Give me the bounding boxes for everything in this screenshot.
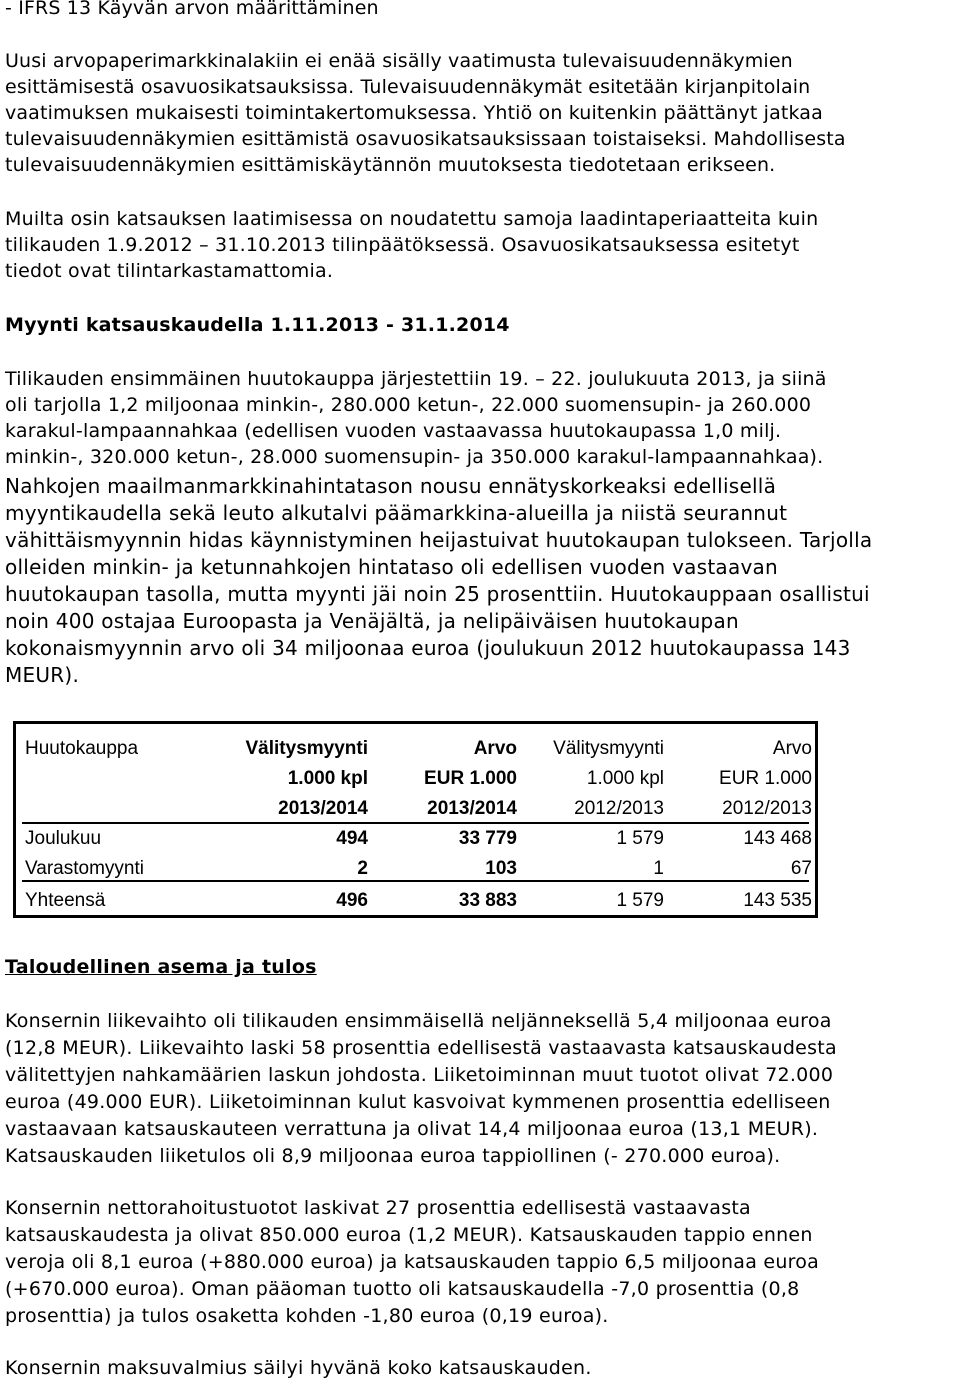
table-header-cell: Huutokauppa (25, 738, 139, 759)
table-total-cell: 143 535 (743, 890, 812, 911)
table-cell: 33 779 (458, 828, 517, 849)
table-divider (22, 880, 809, 882)
table-header-cell: Välitysmyynti (553, 738, 664, 759)
paragraph-line: tilikauden 1.9.2012 – 31.10.2013 tilinpäätöksessä. Osavuosikatsauksessa esitetyt (5, 234, 800, 256)
table-total-label: Yhteensä (25, 890, 106, 911)
paragraph-line: vähittäismyynnin hidas käynnistyminen heijastuivat huutokaupan tulokseen. Tarjolla (5, 528, 873, 552)
table-header-cell: 2012/2013 (722, 798, 812, 819)
table-header-cell: Välitysmyynti (245, 738, 368, 759)
paragraph-line: tiedot ovat tilintarkastamattomia. (5, 260, 334, 282)
table-header-cell: 2012/2013 (574, 798, 664, 819)
paragraph-line: vastaavaan katsauskauteen verrattuna ja olivat 14,4 miljoonaa euroa (13,1 MEUR). (5, 1118, 819, 1140)
table-cell: Varastomyynti (25, 858, 144, 879)
table-header-cell: 1.000 kpl (287, 768, 368, 789)
paragraph-line: vaatimuksen mukaisesti toimintakertomuksessa. Yhtiö on kuitenkin päättänyt jatkaa (5, 102, 823, 124)
paragraph-line: olleiden minkin- ja ketunnahkojen hintataso oli edellisen vuoden vastaavan (5, 555, 778, 579)
section-heading-financial-position: Taloudellinen asema ja tulos (5, 956, 317, 978)
paragraph-line: oli tarjolla 1,2 miljoonaa minkin-, 280.000 ketun-, 22.000 suomensupin- ja 260.000 (5, 394, 812, 416)
paragraph-line: (+670.000 euroa). Oman pääoman tuotto oli katsauskaudella -7,0 prosenttia (0,8 (5, 1278, 800, 1300)
auction-sales-table (13, 721, 818, 918)
paragraph-line: Konsernin maksuvalmius säilyi hyvänä koko katsauskauden. (5, 1357, 592, 1379)
table-total-cell: 33 883 (458, 890, 517, 911)
paragraph-line: tulevaisuudennäkymien esittämiskäytännön muutoksesta tiedotetaan erikseen. (5, 154, 776, 176)
paragraph-line: Uusi arvopaperimarkkinalakiin ei enää sisälly vaatimusta tulevaisuudennäkymien (5, 50, 793, 72)
table-divider (22, 822, 809, 824)
paragraph-line: myyntikaudella sekä leuto alkutalvi päämarkkina-alueilla ja niistä seurannut (5, 501, 788, 525)
table-cell: 1 579 (616, 828, 664, 849)
paragraph-line: minkin-, 320.000 ketun-, 28.000 suomensupin- ja 350.000 karakul-lampaannahkaa). (5, 446, 824, 468)
table-cell: 2 (357, 858, 368, 879)
paragraph-line: Konsernin nettorahoitustuotot laskivat 27 prosenttia edellisestä vastaavasta (5, 1197, 751, 1219)
paragraph-line: välitettyjen nahkamäärien laskun johdosta. Liiketoiminnan muut tuotot olivat 72.000 (5, 1064, 834, 1086)
paragraph-line: prosenttia) ja tulos osaketta kohden -1,80 euroa (0,19 euroa). (5, 1305, 609, 1327)
table-cell: 103 (485, 858, 517, 879)
list-item-ifrs13: - IFRS 13 Käyvän arvon määrittäminen (5, 0, 379, 19)
section-heading-sales: Myynti katsauskaudella 1.11.2013 - 31.1.2014 (5, 314, 510, 336)
table-cell: 1 (653, 858, 664, 879)
paragraph-line: karakul-lampaannahkaa (edellisen vuoden vastaavassa huutokaupassa 1,0 milj. (5, 420, 782, 442)
paragraph-line: (12,8 MEUR). Liikevaihto laski 58 prosenttia edellisestä vastaavasta katsauskaudesta (5, 1037, 837, 1059)
table-header-cell: 1.000 kpl (586, 768, 664, 789)
table-header-cell: 2013/2014 (427, 798, 517, 819)
paragraph-line: Muilta osin katsauksen laatimisessa on noudatettu samoja laadintaperiaatteita kuin (5, 208, 819, 230)
table-total-cell: 496 (336, 890, 368, 911)
paragraph-line: veroja oli 8,1 euroa (+880.000 euroa) ja katsauskauden tappio 6,5 miljoonaa euroa (5, 1251, 820, 1273)
paragraph-line: huutokaupan tasolla, mutta myynti jäi noin 25 prosenttiin. Huutokauppaan osallistui (5, 582, 870, 606)
paragraph-line: esittämisestä osavuosikatsauksissa. Tulevaisuudennäkymät esitetään kirjanpitolain (5, 76, 811, 98)
paragraph-line: Nahkojen maailmanmarkkinahintatason nousu ennätyskorkeaksi edellisellä (5, 474, 777, 498)
paragraph-line: euroa (49.000 EUR). Liiketoiminnan kulut kasvoivat kymmenen prosenttia edelliseen (5, 1091, 831, 1113)
table-cell: Joulukuu (25, 828, 102, 849)
table-header-cell: EUR 1.000 (424, 768, 517, 789)
table-header-cell: 2013/2014 (278, 798, 368, 819)
paragraph-line: Tilikauden ensimmäinen huutokauppa järjestettiin 19. – 22. joulukuuta 2013, ja siinä (5, 368, 827, 390)
table-total-cell: 1 579 (616, 890, 664, 911)
paragraph-line: MEUR). (5, 663, 80, 687)
table-header-cell: EUR 1.000 (719, 768, 812, 789)
table-cell: 143 468 (743, 828, 812, 849)
table-header-cell: Arvo (772, 738, 812, 759)
table-cell: 67 (790, 858, 812, 879)
paragraph-line: Konsernin liikevaihto oli tilikauden ensimmäisellä neljänneksellä 5,4 miljoonaa euroa (5, 1010, 832, 1032)
table-cell: 494 (336, 828, 368, 849)
paragraph-line: Katsauskauden liiketulos oli 8,9 miljoonaa euroa tappiollinen (- 270.000 euroa). (5, 1145, 781, 1167)
paragraph-line: tulevaisuudennäkymien esittämistä osavuosikatsauksissaan toistaiseksi. Mahdollisesta (5, 128, 846, 150)
paragraph-line: noin 400 ostajaa Euroopasta ja Venäjältä, ja nelipäiväisen huutokaupan (5, 609, 739, 633)
paragraph-line: kokonaismyynnin arvo oli 34 miljoonaa euroa (joulukuun 2012 huutokaupassa 143 (5, 636, 851, 660)
table-header-cell: Arvo (473, 738, 517, 759)
paragraph-line: katsauskaudesta ja olivat 850.000 euroa (1,2 MEUR). Katsauskauden tappio ennen (5, 1224, 813, 1246)
